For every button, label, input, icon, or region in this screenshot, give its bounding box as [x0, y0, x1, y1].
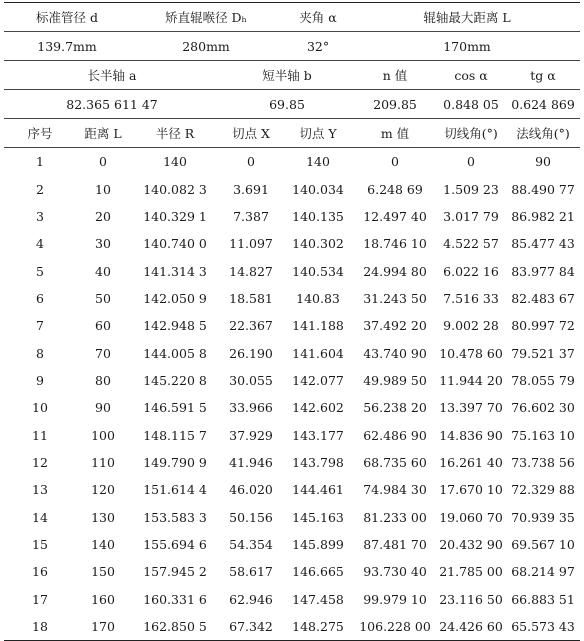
cell-distance: 70 [95, 345, 111, 361]
cell-normal-angle: 75.163 10 [511, 427, 575, 443]
cell-m-value: 12.497 40 [363, 208, 427, 224]
cell-normal-angle: 83.977 84 [511, 263, 575, 279]
table-row [4, 339, 580, 366]
cell-m-value: 87.481 70 [363, 536, 427, 552]
cell-distance: 60 [95, 318, 111, 334]
cell-radius: 140.082 3 [143, 181, 207, 197]
table-row [4, 421, 580, 448]
cell-tangent-angle: 11.944 20 [439, 372, 503, 388]
header-row-1 [4, 3, 580, 32]
cell-tangent-y: 140.034 [292, 181, 344, 197]
cell-tangent-angle: 21.785 00 [439, 564, 503, 580]
cell-normal-angle: 66.883 51 [511, 591, 575, 607]
cell-index: 14 [32, 509, 48, 525]
cell-index: 3 [36, 208, 44, 224]
cell-normal-angle: 72.329 88 [511, 482, 575, 498]
cell-tangent-x: 62.946 [229, 591, 273, 607]
cell-tangent-angle: 7.516 33 [443, 290, 499, 306]
cell-m-value: 49.989 50 [363, 372, 427, 388]
cell-normal-angle: 80.997 72 [511, 318, 575, 334]
cell-index: 13 [32, 482, 48, 498]
value-max-distance: 170mm [354, 32, 580, 61]
table-body [4, 148, 580, 641]
cell-tangent-x: 0 [247, 154, 255, 170]
cell-radius: 140 [163, 154, 187, 170]
value-n: 209.85 [354, 90, 436, 119]
cell-radius: 142.050 9 [143, 290, 207, 306]
cell-m-value: 37.492 20 [363, 318, 427, 334]
table-row [4, 175, 580, 202]
cell-tangent-angle: 6.022 16 [443, 263, 499, 279]
cell-distance: 170 [76, 613, 130, 641]
cell-radius: 140.329 1 [143, 208, 207, 224]
cell-normal-angle: 69.567 10 [511, 536, 575, 552]
cell-m-value: 74.984 30 [363, 482, 427, 498]
cell-tangent-x: 54.354 [229, 536, 273, 552]
cell-distance: 150 [91, 564, 115, 580]
cell-tangent-y: 147.458 [292, 591, 344, 607]
cell-tangent-angle: 17.670 10 [439, 482, 503, 498]
table-row [4, 230, 580, 257]
cell-distance: 130 [91, 509, 115, 525]
cell-tangent-y: 141.604 [292, 345, 344, 361]
cell-tangent-angle: 23.116 50 [439, 591, 503, 607]
cell-tangent-y: 143.177 [292, 427, 344, 443]
cell-m-value: 31.243 50 [363, 290, 427, 306]
value-pipe-diameter: 139.7mm [4, 32, 130, 61]
cell-index: 10 [32, 400, 48, 416]
cell-tangent-angle: 24.426 60 [436, 613, 506, 641]
cell-tangent-x: 50.156 [229, 509, 273, 525]
cell-normal-angle: 68.214 97 [511, 564, 575, 580]
cell-m-value: 68.735 60 [363, 454, 427, 470]
cell-distance: 80 [95, 372, 111, 388]
cell-tangent-angle: 10.478 60 [439, 345, 503, 361]
col-header-distance: 距离 L [76, 119, 130, 148]
cell-tangent-angle: 4.522 57 [443, 236, 499, 252]
cell-index: 8 [36, 345, 44, 361]
cell-tangent-y: 140.302 [292, 236, 344, 252]
table-row [4, 312, 580, 339]
cell-tangent-angle: 19.060 70 [439, 509, 503, 525]
cell-m-value: 106.228 00 [354, 613, 436, 641]
col-header-tangent-angle: 切线角(°) [436, 119, 506, 148]
cell-radius: 155.694 6 [143, 536, 207, 552]
col-header-normal-angle: 法线角(°) [506, 119, 580, 148]
cell-radius: 144.005 8 [143, 345, 207, 361]
cell-tangent-x: 37.929 [229, 427, 273, 443]
cell-index: 15 [32, 536, 48, 552]
column-header-row [4, 119, 580, 148]
table-row [4, 257, 580, 284]
cell-radius: 148.115 7 [143, 427, 207, 443]
cell-distance: 50 [95, 290, 111, 306]
cell-m-value: 24.994 80 [363, 263, 427, 279]
cell-tangent-angle: 13.397 70 [439, 400, 503, 416]
cell-tangent-y: 141.188 [292, 318, 344, 334]
cell-tangent-x: 14.827 [229, 263, 273, 279]
cell-index: 5 [36, 263, 44, 279]
cell-distance: 30 [95, 236, 111, 252]
col-header-m-value: m 值 [354, 119, 436, 148]
cell-tangent-x: 58.617 [229, 564, 273, 580]
cell-tangent-x: 7.387 [233, 208, 269, 224]
value-angle: 32° [282, 32, 354, 61]
value-minor-semi-axis: 69.85 [220, 90, 354, 119]
cell-m-value: 18.746 10 [363, 236, 427, 252]
cell-tangent-x: 46.020 [229, 482, 273, 498]
cell-tangent-x: 22.367 [229, 318, 273, 334]
header-row-4 [4, 90, 580, 119]
cell-tangent-y: 142.077 [292, 372, 344, 388]
cell-normal-angle: 70.939 35 [511, 509, 575, 525]
cell-index: 7 [36, 318, 44, 334]
cell-tangent-x: 26.190 [229, 345, 273, 361]
col-header-tangent-y: 切点 Y [282, 119, 354, 148]
cell-distance: 120 [91, 482, 115, 498]
cell-index: 4 [36, 236, 44, 252]
cell-tangent-y: 143.798 [292, 454, 344, 470]
cell-tangent-angle: 16.261 40 [439, 454, 503, 470]
cell-normal-angle: 76.602 30 [511, 400, 575, 416]
cell-radius: 142.948 5 [143, 318, 207, 334]
cell-tangent-x: 11.097 [229, 236, 273, 252]
cell-distance: 90 [95, 400, 111, 416]
cell-tangent-y: 145.899 [292, 536, 344, 552]
value-tg-alpha: 0.624 869 [506, 90, 580, 119]
cell-tangent-y: 145.163 [292, 509, 344, 525]
header-cos-alpha: cos α [436, 61, 506, 90]
header-n-value: n 值 [354, 61, 436, 90]
cell-tangent-y: 140.534 [292, 263, 344, 279]
cell-tangent-y: 144.461 [292, 482, 344, 498]
cell-tangent-y: 146.665 [292, 564, 344, 580]
header-minor-semi-axis: 短半轴 b [220, 61, 354, 90]
cell-distance: 100 [91, 427, 115, 443]
cell-tangent-y: 140.83 [296, 290, 340, 306]
cell-index: 11 [32, 427, 48, 443]
cell-normal-angle: 86.982 21 [511, 208, 575, 224]
cell-normal-angle: 73.738 56 [511, 454, 575, 470]
cell-index: 2 [36, 181, 44, 197]
table-row [4, 148, 580, 176]
cell-normal-angle: 82.483 67 [511, 290, 575, 306]
cell-radius: 157.945 2 [143, 564, 207, 580]
cell-tangent-x: 33.966 [229, 400, 273, 416]
cell-tangent-y: 140 [306, 154, 330, 170]
header-major-semi-axis: 长半轴 a [4, 61, 220, 90]
table-row [4, 394, 580, 421]
cell-index: 17 [32, 591, 48, 607]
col-header-tangent-x: 切点 X [220, 119, 282, 148]
header-angle: 夹角 α [282, 3, 354, 32]
cell-radius: 160.331 6 [143, 591, 207, 607]
cell-tangent-angle: 20.432 90 [439, 536, 503, 552]
cell-normal-angle: 65.573 43 [506, 613, 580, 641]
table-row [4, 503, 580, 530]
cell-normal-angle: 90 [535, 154, 551, 170]
cell-radius: 146.591 5 [143, 400, 207, 416]
value-major-semi-axis: 82.365 611 47 [4, 90, 220, 119]
cell-normal-angle: 85.477 43 [511, 236, 575, 252]
header-roller-throat-diameter: 矫直辊喉径 Dₕ [130, 3, 282, 32]
cell-m-value: 56.238 20 [363, 400, 427, 416]
cell-radius: 151.614 4 [143, 482, 207, 498]
cell-tangent-x: 30.055 [229, 372, 273, 388]
cell-radius: 149.790 9 [143, 454, 207, 470]
table-row [4, 285, 580, 312]
cell-tangent-y: 142.602 [292, 400, 344, 416]
table-row [4, 203, 580, 230]
cell-index: 12 [32, 454, 48, 470]
cell-radius: 141.314 3 [143, 263, 207, 279]
cell-tangent-angle: 0 [467, 154, 475, 170]
table-row [4, 531, 580, 558]
cell-tangent-x: 3.691 [233, 181, 269, 197]
value-cos-alpha: 0.848 05 [436, 90, 506, 119]
cell-distance: 20 [95, 208, 111, 224]
cell-tangent-angle: 14.836 90 [439, 427, 503, 443]
header-pipe-diameter: 标准管径 d [4, 3, 130, 32]
cell-normal-angle: 78.055 79 [511, 372, 575, 388]
cell-tangent-x: 67.342 [220, 613, 282, 641]
cell-m-value: 81.233 00 [363, 509, 427, 525]
cell-normal-angle: 88.490 77 [511, 181, 575, 197]
cell-distance: 140 [91, 536, 115, 552]
cell-radius: 145.220 8 [143, 372, 207, 388]
cell-tangent-angle: 3.017 79 [443, 208, 499, 224]
cell-radius: 162.850 5 [130, 613, 220, 641]
roller-parameter-table [4, 2, 580, 641]
cell-m-value: 6.248 69 [367, 181, 423, 197]
cell-tangent-angle: 1.509 23 [443, 181, 499, 197]
cell-m-value: 0 [391, 154, 399, 170]
header-row-3 [4, 61, 580, 90]
table-row [4, 449, 580, 476]
table-row [4, 476, 580, 503]
cell-m-value: 62.486 90 [363, 427, 427, 443]
cell-distance: 110 [91, 454, 115, 470]
cell-distance: 40 [95, 263, 111, 279]
cell-index: 9 [36, 372, 44, 388]
cell-radius: 153.583 3 [143, 509, 207, 525]
cell-tangent-angle: 9.002 28 [443, 318, 499, 334]
cell-index: 6 [36, 290, 44, 306]
header-tg-alpha: tg α [506, 61, 580, 90]
cell-normal-angle: 79.521 37 [511, 345, 575, 361]
cell-index: 18 [4, 613, 76, 641]
header-row-2 [4, 32, 580, 61]
cell-distance: 160 [91, 591, 115, 607]
cell-tangent-y: 140.135 [292, 208, 344, 224]
cell-distance: 10 [95, 181, 111, 197]
cell-m-value: 43.740 90 [363, 345, 427, 361]
value-roller-throat-diameter: 280mm [130, 32, 282, 61]
cell-index: 16 [32, 564, 48, 580]
col-header-radius: 半径 R [130, 119, 220, 148]
table-row [4, 367, 580, 394]
cell-tangent-x: 41.946 [229, 454, 273, 470]
cell-index: 1 [36, 154, 44, 170]
cell-tangent-y: 148.275 [282, 613, 354, 641]
cell-distance: 0 [99, 154, 107, 170]
cell-radius: 140.740 0 [143, 236, 207, 252]
cell-m-value: 93.730 40 [363, 564, 427, 580]
table-row [4, 613, 580, 641]
cell-tangent-x: 18.581 [229, 290, 273, 306]
cell-m-value: 99.979 10 [363, 591, 427, 607]
header-max-distance: 辊轴最大距离 L [354, 3, 580, 32]
table-row [4, 558, 580, 585]
col-header-index: 序号 [4, 119, 76, 148]
